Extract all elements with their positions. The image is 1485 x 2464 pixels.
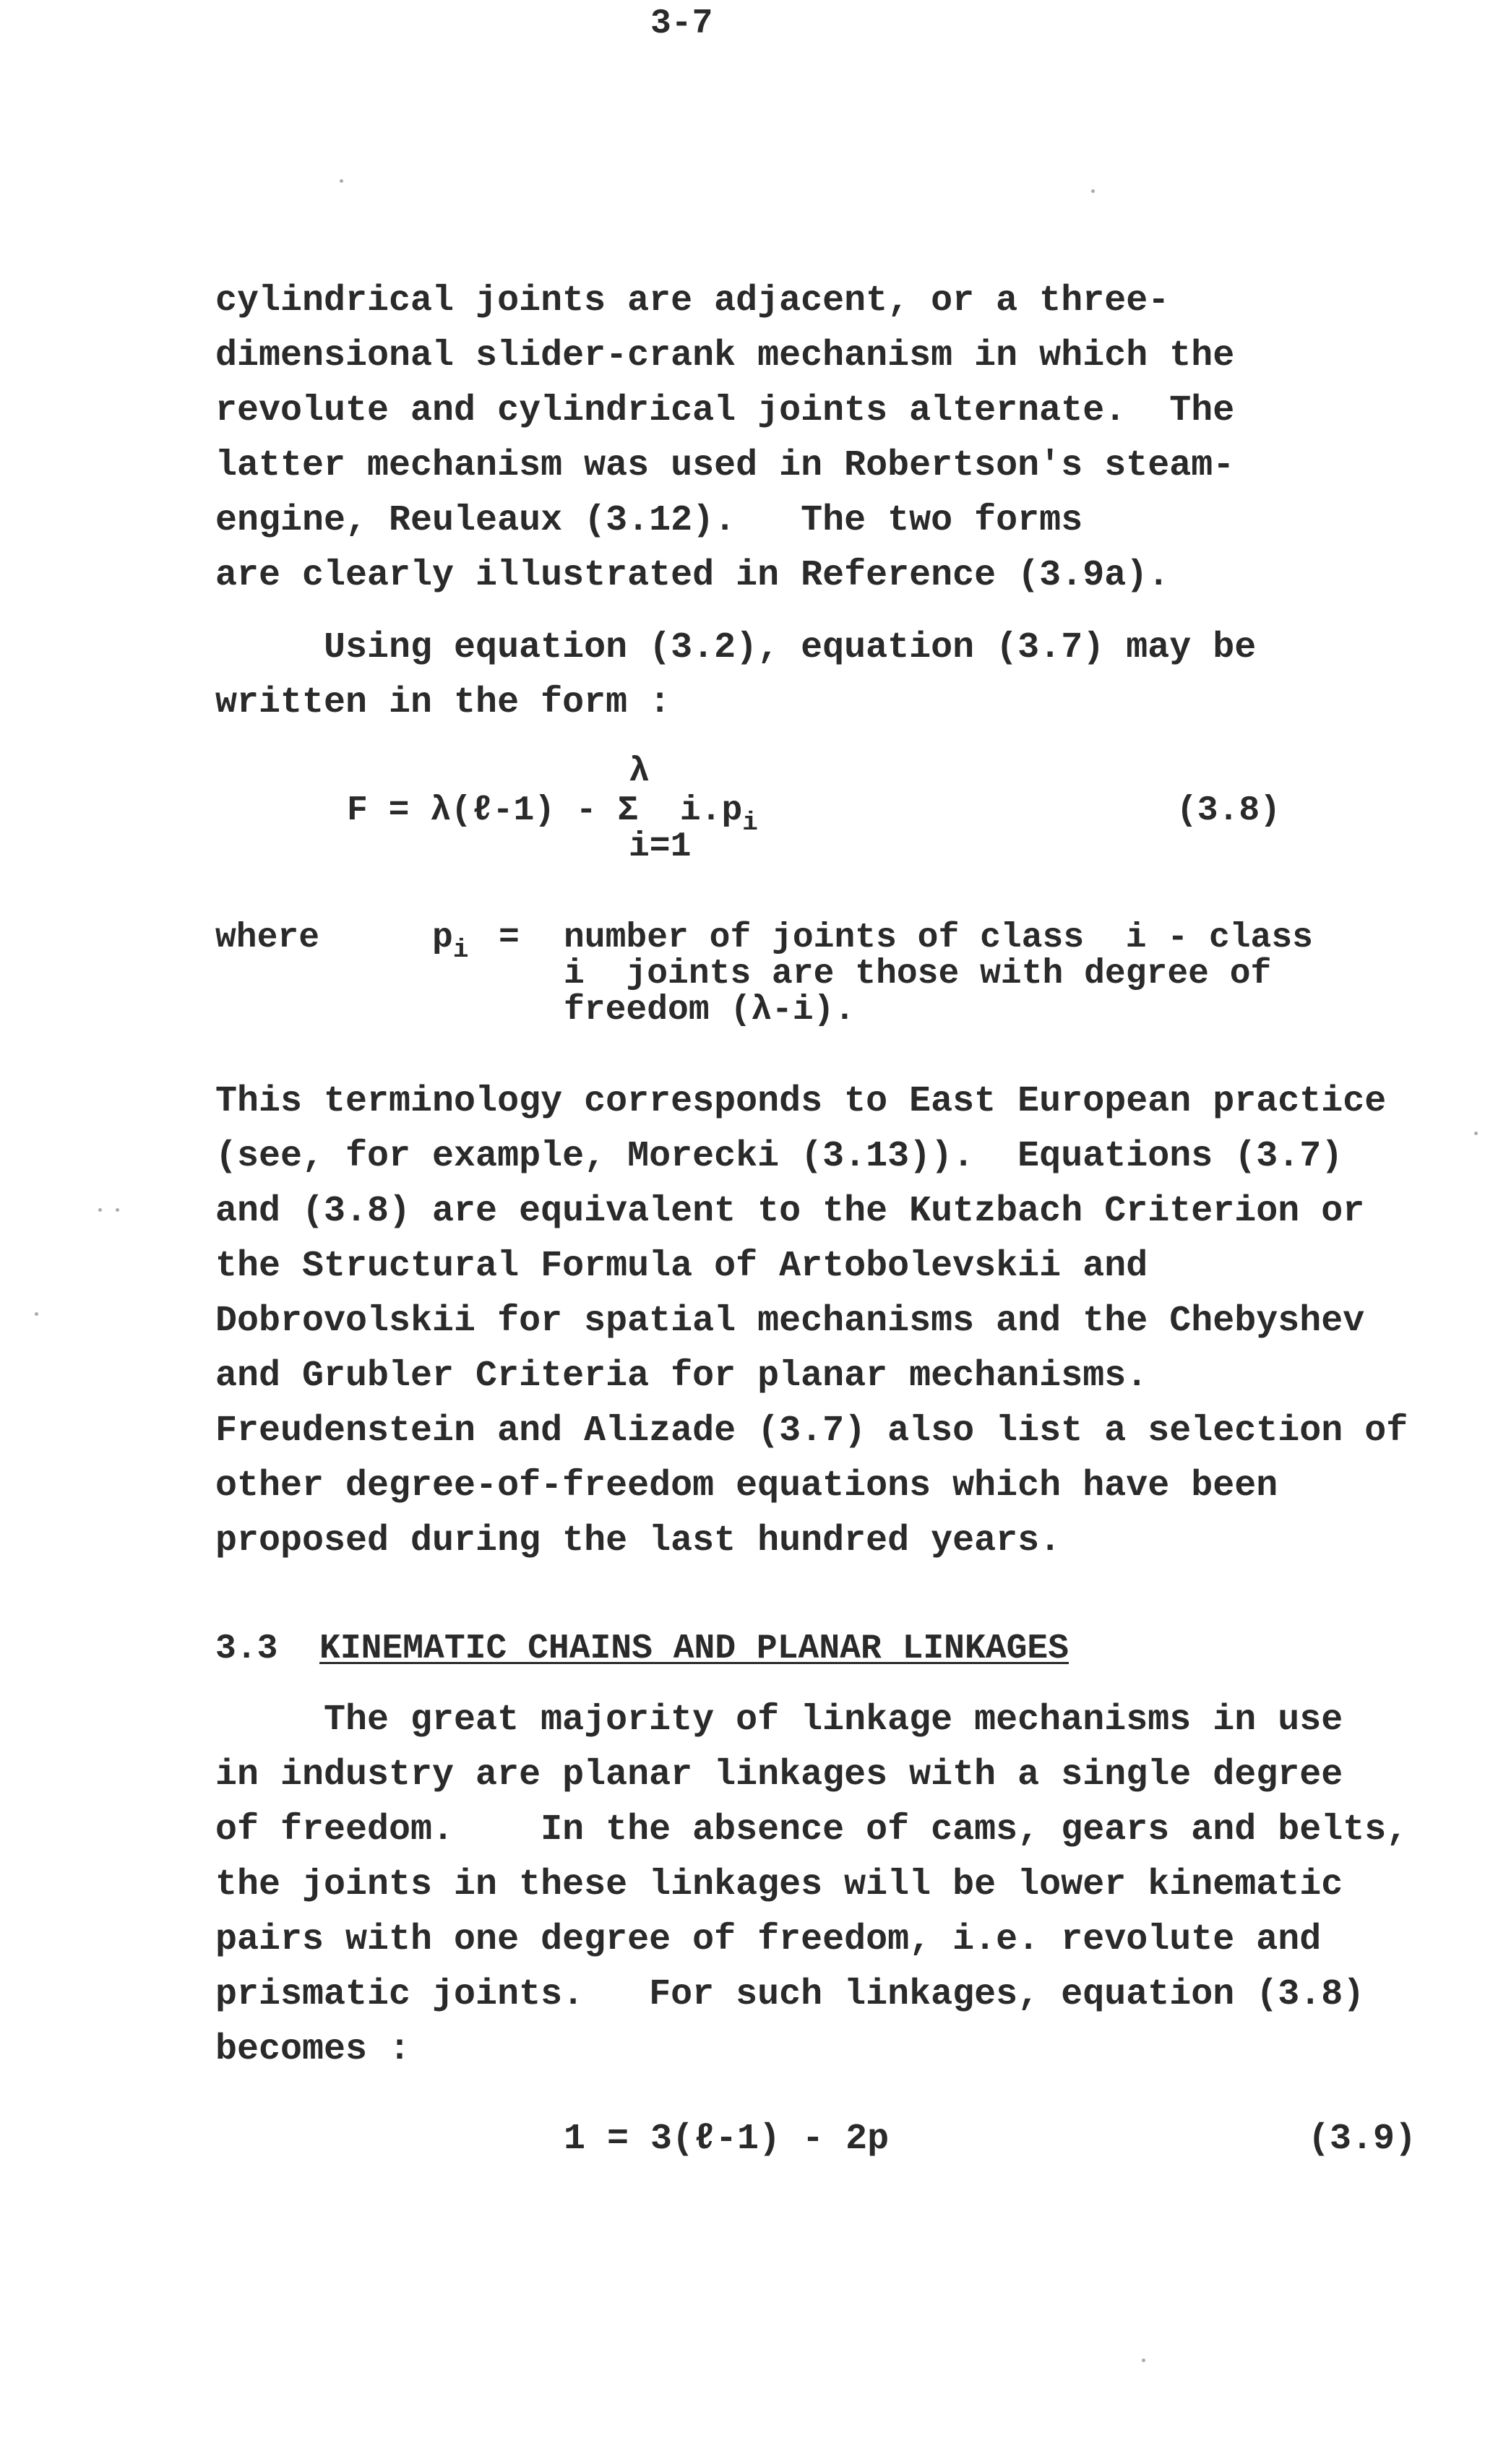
text-line: cylindrical joints are adjacent, or a three- <box>215 280 1170 322</box>
subscript: i <box>742 808 758 837</box>
where-symbol <box>432 918 469 965</box>
text-line: proposed during the last hundred years. <box>215 1520 1062 1561</box>
symbol-p: p <box>432 918 453 957</box>
text-line: written in the form : <box>215 682 671 723</box>
subscript: i <box>452 935 469 965</box>
text-line: and Grubler Criteria for planar mechanisms. <box>215 1356 1148 1397</box>
text-line: Using equation (3.2), equation (3.7) may be <box>215 627 1257 668</box>
text-line: The great majority of linkage mechanisms in use <box>215 1700 1343 1741</box>
text-line: of freedom. In the absence of cams, gears and belts, <box>215 1809 1408 1851</box>
scan-speck <box>98 1208 102 1212</box>
text-line: Dobrovolskii for spatial mechanisms and the Chebyshev <box>215 1301 1365 1342</box>
scan-speck <box>1142 2359 1145 2362</box>
scan-speck <box>1091 189 1095 193</box>
text-line: latter mechanism was used in Robertson's steam- <box>215 445 1235 486</box>
text-line: pairs with one degree of freedom, i.e. revolute and <box>215 1919 1322 1960</box>
section-number: 3.3 <box>215 1629 278 1668</box>
where-equals: = <box>499 918 520 957</box>
text-line: Freudenstein and Alizade (3.7) also list a selection of <box>215 1410 1408 1452</box>
where-label: where <box>215 918 320 957</box>
text-line: in industry are planar linkages with a single degree <box>215 1754 1343 1796</box>
text-line: revolute and cylindrical joints alternate. The <box>215 390 1235 431</box>
definition-line: i joints are those with degree of <box>564 955 1272 994</box>
section-title: KINEMATIC CHAINS AND PLANAR LINKAGES <box>319 1629 1069 1668</box>
equation-body: 1 = 3(ℓ-1) - 2p <box>564 2119 890 2160</box>
scan-speck <box>116 1208 119 1212</box>
definition-line: freedom (λ-i). <box>564 991 856 1030</box>
scan-speck <box>35 1312 38 1316</box>
text-line: the Structural Formula of Artobolevskii and <box>215 1246 1148 1287</box>
equation-lhs: F = λ(ℓ-1) - Σ i.p <box>347 791 743 830</box>
scan-speck <box>340 179 343 183</box>
text-line: other degree-of-freedom equations which have been <box>215 1465 1278 1507</box>
equation-body <box>347 791 758 837</box>
equation-number: (3.9) <box>1308 2119 1417 2160</box>
text-line: becomes : <box>215 2029 411 2070</box>
text-line: are clearly illustrated in Reference (3.9a). <box>215 555 1170 596</box>
text-line: dimensional slider-crank mechanism in which the <box>215 335 1235 376</box>
equation-number: (3.8) <box>1176 791 1281 830</box>
text-line: and (3.8) are equivalent to the Kutzbach Criterion or <box>215 1191 1365 1232</box>
sum-upper-limit: λ <box>629 752 650 791</box>
page-number: 3-7 <box>650 4 713 43</box>
text-line: prismatic joints. For such linkages, equation (3.8) <box>215 1974 1365 2015</box>
text-line: This terminology corresponds to East European practice <box>215 1081 1387 1122</box>
text-line: (see, for example, Morecki (3.13)). Equations (3.7) <box>215 1136 1343 1177</box>
scan-speck <box>1474 1132 1478 1135</box>
section-heading <box>215 1629 1069 1668</box>
sum-lower-limit: i=1 <box>629 827 692 866</box>
definition-line: number of joints of class i - class <box>564 918 1313 957</box>
text-line: the joints in these linkages will be lower kinematic <box>215 1864 1343 1905</box>
text-line: engine, Reuleaux (3.12). The two forms <box>215 500 1083 541</box>
